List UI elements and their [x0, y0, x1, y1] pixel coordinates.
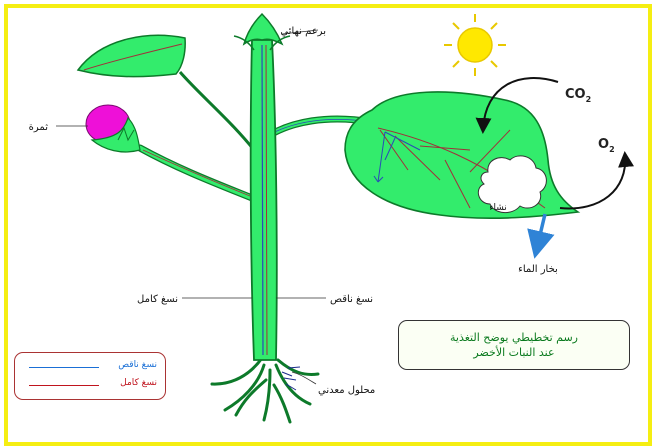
legend-item-xylem [15, 377, 165, 393]
title-line-1: رسم تخطيطي يوضح التغذية [450, 331, 578, 344]
label-phloem: نسغ ناقص [330, 294, 374, 305]
terminal-bud [244, 14, 282, 44]
top-left-leaf-petiole [180, 72, 254, 150]
label-terminal-bud: برعم نهائي [280, 26, 326, 37]
sun-icon [444, 14, 506, 76]
top-left-leaf [78, 35, 185, 76]
o2-arrow [560, 155, 625, 208]
legend-item-phloem [15, 359, 165, 375]
label-mineral-solution: محلول معدني [318, 385, 376, 396]
label-xylem: نسغ كامل [137, 294, 178, 305]
label-co2: $CO_2$ [565, 87, 592, 104]
fruit [86, 105, 140, 152]
label-fruit: ثمرة [28, 122, 48, 133]
label-starch: نشاء [489, 203, 507, 213]
legend-label-phloem: نسغ ناقص [118, 360, 157, 370]
title-line-2: عند النبات الأخضر [473, 346, 555, 359]
title-box [398, 320, 630, 370]
right-leaf [345, 92, 578, 218]
label-water-vapor: بخار الماء [518, 264, 558, 275]
label-o2: $O_2$ [598, 137, 615, 154]
legend-line-xylem [29, 385, 99, 386]
legend-label-xylem: نسغ كامل [120, 378, 157, 388]
legend-line-phloem [29, 367, 99, 368]
stem [251, 40, 277, 360]
legend-box [14, 352, 166, 400]
roots [212, 358, 318, 422]
water-vapor-arrow [536, 214, 545, 252]
